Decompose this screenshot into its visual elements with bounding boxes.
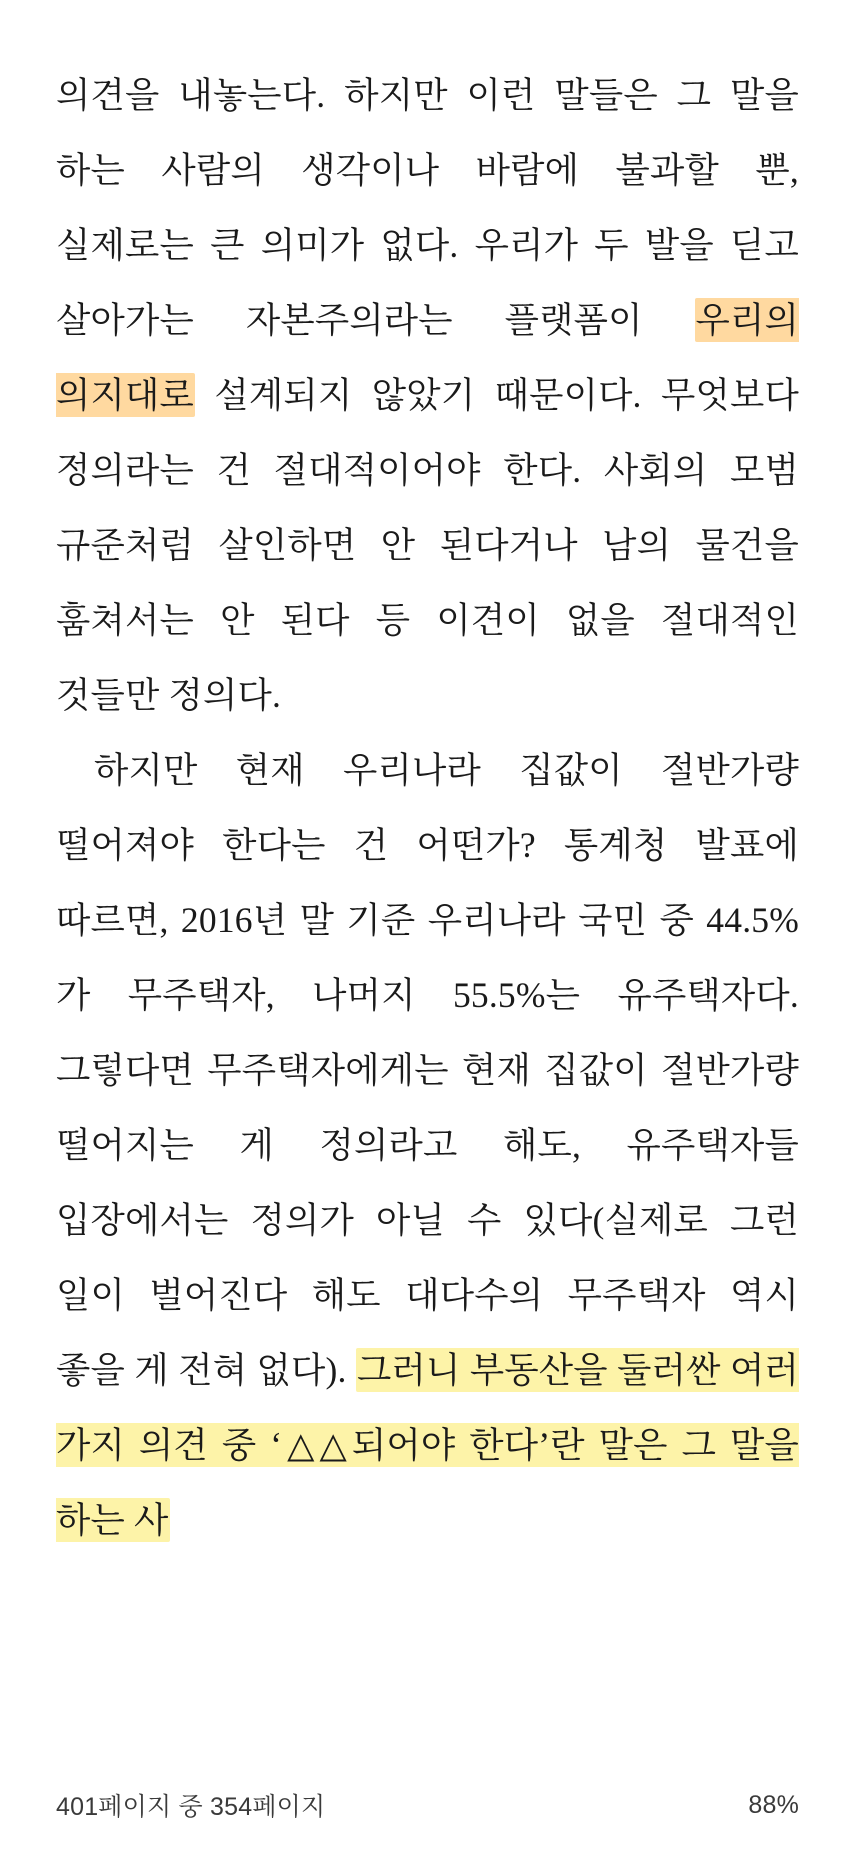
progress-percent: 88%: [748, 1790, 799, 1819]
reader-footer: [0, 1757, 855, 1853]
text-run: 설계되지 않았기 때문이다. 무엇보다 정의라는 건 절대적이어야 한다. 사회의 모범 규준처럼 살인하면 안 된다거나 남의 물건을 훔쳐서는 안 된다 등 이견이 없을 절대적인 것들만 정의다.: [56, 375, 799, 715]
page-text-body[interactable]: [56, 58, 799, 1853]
paragraph-1: [56, 58, 799, 733]
text-run: 의견을 내놓는다. 하지만 이런 말들은 그 말을 하는 사람의 생각이나 바람에 불과할 뿐, 실제로는 큰 의미가 없다. 우리가 두 발을 딛고 살아가는 자본주의라는 플랫폼이: [56, 75, 799, 340]
page-indicator: 401페이지 중 354페이지: [56, 1793, 326, 1821]
paragraph-2: [56, 733, 799, 1558]
text-run: 하지만 현재 우리나라 집값이 절반가량 떨어져야 한다는 건 어떤가? 통계청 발표에 따르면, 2016년 말 기준 우리나라 국민 중 44.5%가 무주택자, 나머지 55.5%는 유주택자다. 그렇다면 무주택자에게는 현재 집값이 절반가량 떨어지는 게 정의라고 해도, 유주택자들 입장에서는 정의가 아닐 수 있다(실제로 그런 일이 벌어진다 해도 대다수의 무주택자 역시 좋을 게 전혀 없다).: [56, 750, 799, 1390]
highlight-orange[interactable]: 우리의 의지대로: [56, 300, 799, 415]
highlight-yellow[interactable]: 그러니 부동산을 둘러싼 여러 가지 의견 중 ‘△△되어야 한다’란 말은 그 말을 하는 사: [56, 1350, 799, 1540]
